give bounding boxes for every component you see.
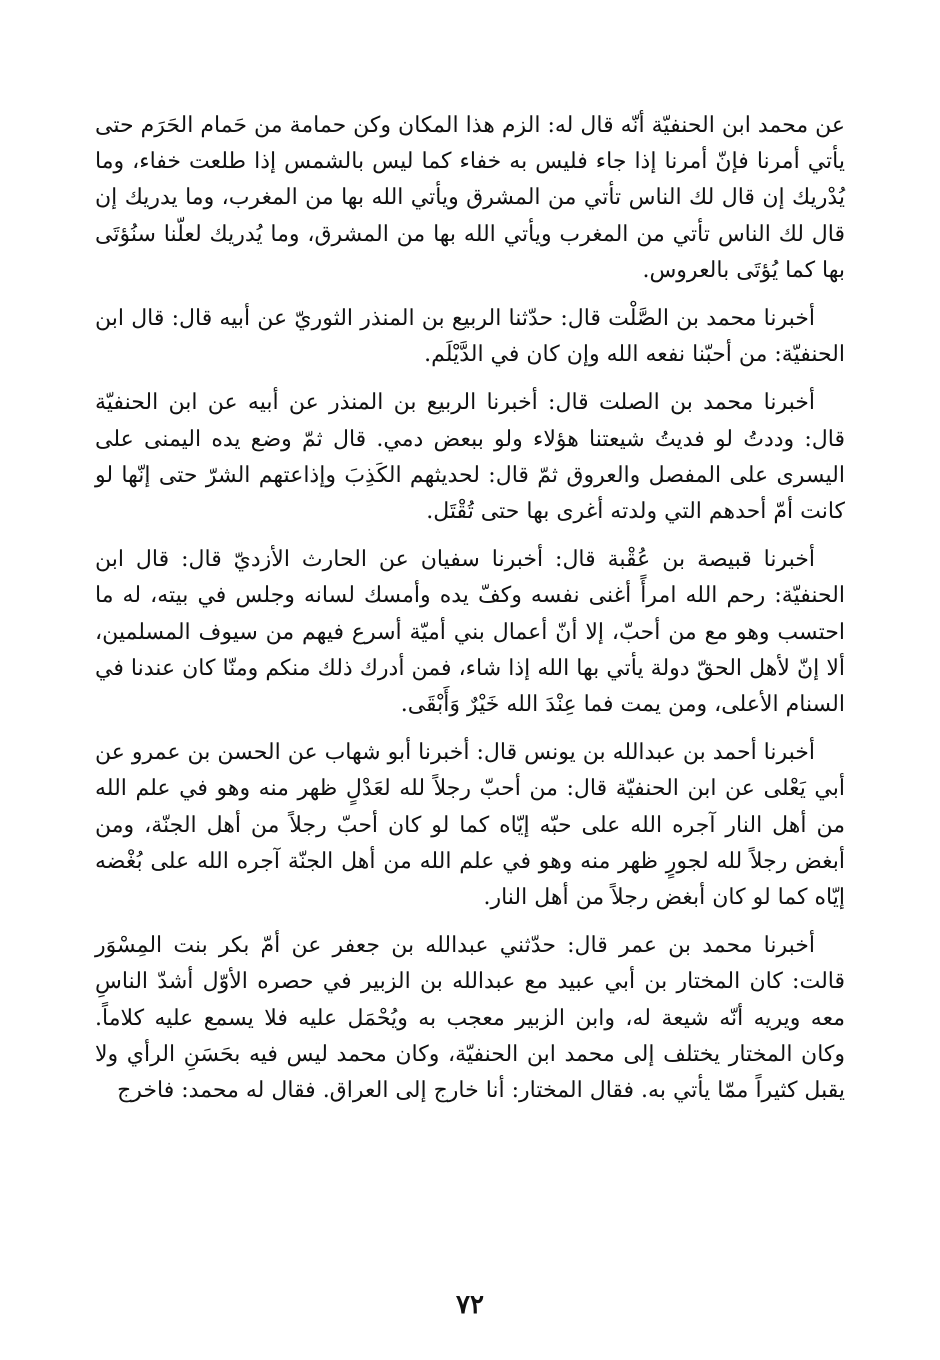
paragraph-1: عن محمد ابن الحنفيّة أنّه قال له: الزم هذا المكان وكن حمامة من حَمام الحَرَم حتى يأتي أمرنا فإنّ أمرنا إذا جاء فليس به خفاء كما ليس بالشمس إذا طلعت خفاء، وما يُدْريك إن قال لك الناس تأتي من المشرق ويأتي الله بها من المغرب، وما يدريك إن قال لك الناس تأتي من المغرب ويأتي الله بها من المشرق، وما يُدريك لعلّنا سنُؤتَى بها كما يُؤتَى بالعروس. — [95, 113, 845, 283]
paragraph-2: أخبرنا محمد بن الصَّلْت قال: حدّثنا الربيع بن المنذر الثوريّ عن أبيه قال: قال ابن الحنفيّة: من أحبّنا نفعه الله وإن كان في الدَّيْلَم. — [95, 306, 845, 368]
paragraph-5: أخبرنا أحمد بن عبدالله بن يونس قال: أخبرنا أبو شهاب عن الحسن بن عمرو عن أبي يَعْلى عن ابن الحنفيّة قال: من أحبّ رجلاً لله لعَدْلٍ ظهر منه وهو في علم الله من أهل النار آجره الله على حبّه إيّاه كما لو كان أحبّ رجلاً من أهل الجنّة، ومن أبغض رجلاً لله لجورٍ ظهر منه وهو في علم الله من أهل الجنّة آجره الله على بُغْضه إيّاه كما لو كان أبغض رجلاً من أهل النار. — [95, 740, 845, 911]
page-body — [95, 108, 845, 1121]
paragraph-4: أخبرنا قبيصة بن عُقْبة قال: أخبرنا سفيان عن الحارث الأزديّ قال: قال ابن الحنفيّة: رحم الله امرأً أغنى نفسه وكفّ يده وأمسك لسانه وجلس في بيته، له ما احتسب وهو مع من أحبّ، إلا أنّ أعمال بني أميّة أسرع فيهم من سيوف المسلمين، ألا إنّ لأهل الحقّ دولة يأتي بها الله إذا شاء، فمن أدرك ذلك منكم ومنّا كان عندنا في السنام الأعلى، ومن يمت فما عِنْدَ الله خَيْرٌ وَأَبْقَى. — [95, 547, 845, 718]
paragraph-3: أخبرنا محمد بن الصلت قال: أخبرنا الربيع بن المنذر عن أبيه عن ابن الحنفيّة قال: وددتُ لو فديتُ شيعتنا هؤلاء ولو ببعض دمي. قال ثمّ وضع يده اليمنى على اليسرى على المفصل والعروق ثمّ قال: لحديثهم الكَذِبَ وإذاعتهم الشرّ حتى إنّها لو كانت أمّ أحدهم التي ولدته أغرى بها حتى تُقْتَل. — [95, 390, 845, 525]
page-number: ٧٢ — [456, 1290, 484, 1320]
paragraph-6: أخبرنا محمد بن عمر قال: حدّثني عبدالله بن جعفر عن أمّ بكر بنت المِسْوَر قالت: كان المختار بن أبي عبيد مع عبدالله بن الزبير في حصره الأوّل أشدّ الناسِ معه ويريه أنّه شيعة له، وابن الزبير معجب به ويُحْمَل عليه فلا يسمع عليه كلاماً. وكان المختار يختلف إلى محمد ابن الحنفيّة، وكان محمد ليس فيه بحَسَنِ الرأي ولا يقبل كثيراً ممّا يأتي به. فقال المختار: أنا خارج إلى العراق. فقال له محمد: فاخرج — [95, 933, 845, 1104]
